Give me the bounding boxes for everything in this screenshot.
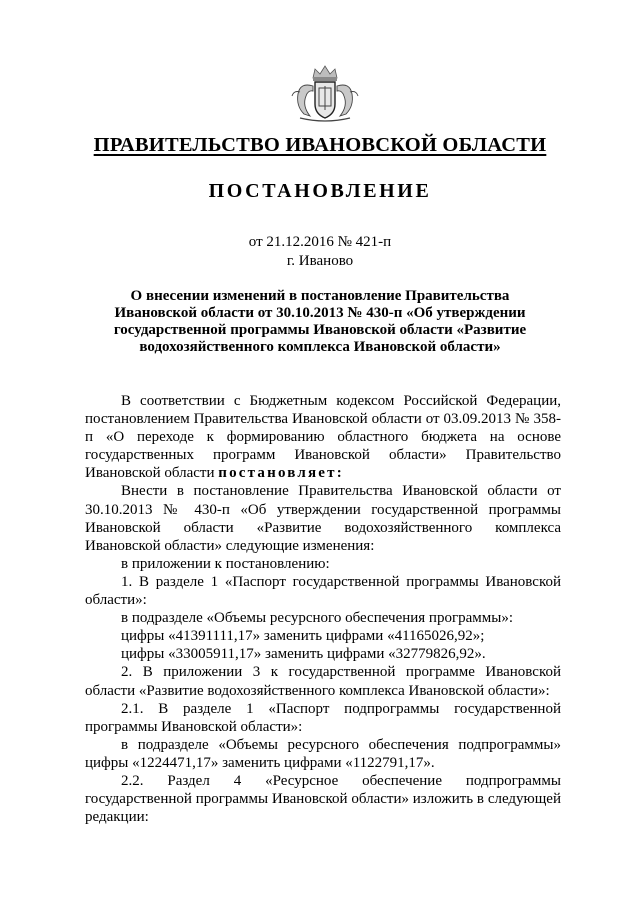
paragraph-figures-1: цифры «41391111,17» заменить цифрами «41165026,92»; xyxy=(121,628,485,645)
paragraph-item-2-1: 2.1. В разделе 1 «Паспорт подпрограммы государственной программы Ивановской области»: xyxy=(85,700,561,735)
document-body xyxy=(85,392,561,826)
paragraph-annex: в приложении к постановлению: xyxy=(121,555,330,572)
paragraph-item-2: 2. В приложении 3 к государственной программе Ивановской области «Развитие водохозяйственного комплекса Ивановской области»: xyxy=(85,664,561,699)
paragraph-subsection-2: в подразделе «Объемы ресурсного обеспечения подпрограммы» цифры «1224471,17» заменить цифрами «1122791,17». xyxy=(85,736,561,771)
document-city: г. Иваново xyxy=(286,253,354,269)
resolves-word: постановляет: xyxy=(218,465,344,482)
preamble-text: В соответствии с Бюджетным кодексом Российской Федерации, постановлением Правительства Ивановской области от 03.09.2013 № 358-п «О переходе к формированию областного бюджета на основе государственных программ Ивановской области» Правительство Ивановской области xyxy=(85,393,561,482)
paragraph-item-1: 1. В разделе 1 «Паспорт государственной программы Ивановской области»: xyxy=(85,573,561,609)
document-type-heading: ПОСТАНОВЛЕНИЕ xyxy=(208,180,432,202)
document-title: О внесении изменений в постановление Правительства Ивановской области от 30.10.2013 № 430-п «Об утверждении государственной программы Ивановской области «Развитие водохозяйственного комплекса Ивановской области» xyxy=(113,288,527,355)
coat-of-arms-emblem xyxy=(286,64,364,124)
paragraph-amend-intro: Внести в постановление Правительства Ивановской области от 30.10.2013 № 430-п «Об утверждении государственной программы Ивановской области «Развитие водохозяйственного комплекса Ивановской области» следующие изменения: xyxy=(85,483,561,554)
organization-title: ПРАВИТЕЛЬСТВО ИВАНОВСКОЙ ОБЛАСТИ xyxy=(93,134,547,156)
paragraph-item-2-2: 2.2. Раздел 4 «Ресурсное обеспечение подпрограммы государственной программы Ивановской области» изложить в следующей редакции: xyxy=(85,772,561,826)
paragraph-figures-2: цифры «33005911,17» заменить цифрами «32779826,92». xyxy=(121,646,486,663)
paragraph-preamble xyxy=(85,392,561,482)
paragraph-subsection: в подразделе «Объемы ресурсного обеспечения программы»: xyxy=(121,610,513,627)
document-date-number: от 21.12.2016 № 421-п xyxy=(248,234,392,250)
